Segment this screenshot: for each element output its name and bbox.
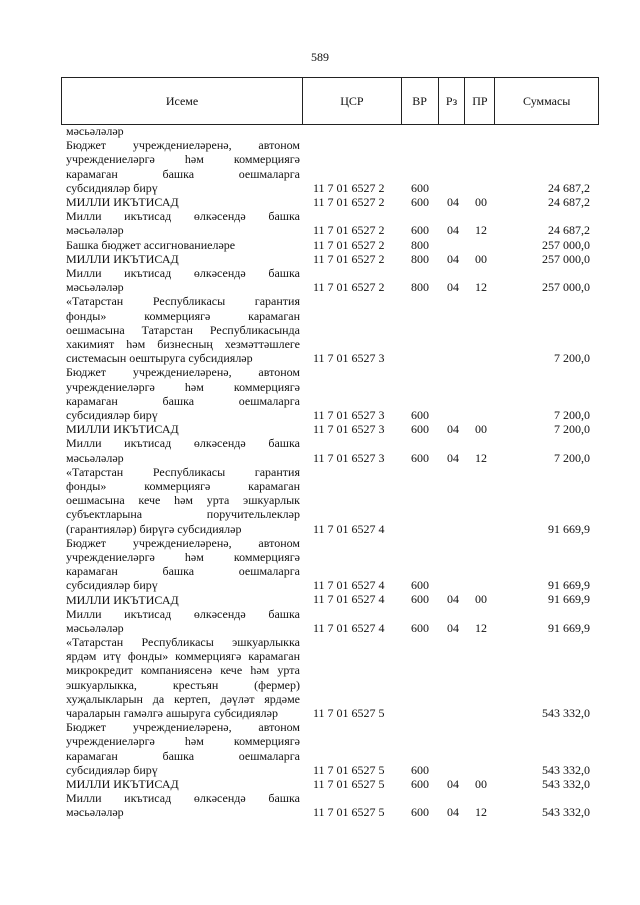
- row-name-line: учреждениеләргә һәм коммерциягә: [66, 379, 300, 394]
- row-csr: 11 7 01 6527 3: [313, 450, 385, 465]
- row-vr: 600: [411, 762, 429, 777]
- table-row: [0, 777, 640, 791]
- row-name: [66, 791, 300, 819]
- row-rz: 04: [447, 805, 459, 820]
- row-vr: 800: [411, 237, 429, 252]
- header-sum: Суммасы: [522, 93, 571, 108]
- row-name-line: мәсьәләләр: [66, 280, 124, 295]
- row-sum: 91 669,9: [548, 578, 590, 593]
- row-sum: 257 000,0: [542, 251, 590, 266]
- row-vr: 600: [411, 422, 429, 437]
- table-row: [0, 266, 640, 294]
- row-name-line: учреждениеләргә һәм коммерциягә: [66, 734, 300, 749]
- row-name: [66, 294, 300, 365]
- row-name-line: Башка бюджет ассигнованиеләре: [66, 237, 236, 252]
- row-name-line: оешмасына Татарстан Республикасында: [66, 322, 300, 337]
- row-csr: 11 7 01 6527 4: [313, 578, 385, 593]
- row-sum: 24 687,2: [548, 194, 590, 209]
- table-row: [0, 536, 640, 593]
- row-rz: 04: [447, 194, 459, 209]
- row-name: [66, 436, 300, 464]
- row-pr: 00: [475, 251, 487, 266]
- row-sum: 7 200,0: [554, 450, 590, 465]
- header-rz: Рз: [439, 78, 466, 124]
- row-name-line: Бюджет учреждениеләренә, автоном: [66, 535, 300, 550]
- row-pr: 12: [475, 450, 487, 465]
- budget-rows: [0, 124, 640, 820]
- header-name: Исеме: [62, 78, 303, 124]
- row-csr: 11 7 01 6527 2: [313, 223, 385, 238]
- row-name-line: Милли икътисад өлкәсендә башка: [66, 265, 300, 280]
- row-name-line: карамаган башка оешмаларга: [66, 393, 300, 408]
- row-sum: 257 000,0: [542, 280, 590, 295]
- row-name: [66, 593, 300, 607]
- row-name-line: карамаган башка оешмаларга: [66, 166, 300, 181]
- row-name: [66, 422, 300, 436]
- row-name-line: «Татарстан Республикасы гарантия: [66, 464, 300, 479]
- table-header: [61, 77, 599, 125]
- row-name: [66, 238, 300, 252]
- table-row: [0, 124, 640, 138]
- row-csr: 11 7 01 6527 4: [313, 521, 385, 536]
- row-name-line: мәсьәләләр: [66, 450, 124, 465]
- row-name: [66, 536, 300, 593]
- row-name: [66, 365, 300, 422]
- row-rz: 04: [447, 592, 459, 607]
- row-name-line: мәсьәләләр: [66, 124, 124, 138]
- row-name-line: мәсьәләләр: [66, 620, 124, 635]
- row-rz: 04: [447, 223, 459, 238]
- row-name-line: субсидияләр бирү: [66, 762, 158, 777]
- row-csr: 11 7 01 6527 4: [313, 592, 385, 607]
- row-rz: 04: [447, 422, 459, 437]
- row-vr: 600: [411, 223, 429, 238]
- row-name: [66, 138, 300, 195]
- row-sum: 543 332,0: [542, 706, 590, 721]
- row-name: [66, 635, 300, 720]
- row-name-line: эшкуарлыкка, крестьян (фермер): [66, 677, 300, 692]
- row-sum: 91 669,9: [548, 592, 590, 607]
- row-name: [66, 124, 300, 138]
- row-vr: 600: [411, 592, 429, 607]
- row-name-line: учреждениеләргә һәм коммерциягә: [66, 549, 300, 564]
- row-csr: 11 7 01 6527 2: [313, 280, 385, 295]
- row-sum: 91 669,9: [548, 521, 590, 536]
- header-pr: ПР: [465, 78, 495, 124]
- row-csr: 11 7 01 6527 4: [313, 620, 385, 635]
- row-sum: 7 200,0: [554, 407, 590, 422]
- row-name: [66, 252, 300, 266]
- row-name-line: оешмасына кече һәм урта эшкуарлык: [66, 493, 300, 508]
- row-name-line: хуҗалыкларын да кертеп, дәүләт ярдәме: [66, 691, 300, 706]
- row-name: [66, 607, 300, 635]
- row-vr: 600: [411, 620, 429, 635]
- row-name-line: МИЛЛИ ИКЪТИСАД: [66, 592, 179, 607]
- row-pr: 00: [475, 777, 487, 792]
- table-row: [0, 138, 640, 195]
- row-rz: 04: [447, 777, 459, 792]
- row-name-line: учреждениеләргә һәм коммерциягә: [66, 152, 300, 167]
- row-sum: 24 687,2: [548, 180, 590, 195]
- row-pr: 12: [475, 620, 487, 635]
- row-vr: 600: [411, 777, 429, 792]
- row-name-line: Бюджет учреждениеләренә, автоном: [66, 365, 300, 380]
- row-name-line: микрокредит компаниясенә кече һәм урта: [66, 663, 300, 678]
- row-csr: 11 7 01 6527 5: [313, 777, 385, 792]
- table-row: [0, 720, 640, 777]
- page-number: 589: [311, 50, 329, 64]
- table-row: [0, 607, 640, 635]
- row-name: [66, 195, 300, 209]
- row-name-line: чараларын гамәлгә ашыруга субсидияләр: [66, 706, 278, 721]
- row-csr: 11 7 01 6527 2: [313, 251, 385, 266]
- row-name-line: фонды» коммерциягә карамаган: [66, 478, 300, 493]
- row-pr: 12: [475, 223, 487, 238]
- row-name-line: Милли икътисад өлкәсендә башка: [66, 606, 300, 621]
- table-row: [0, 422, 640, 436]
- row-name-line: (гарантияләр) бирүгә субсидияләр: [66, 521, 242, 536]
- row-vr: 800: [411, 251, 429, 266]
- row-csr: 11 7 01 6527 5: [313, 762, 385, 777]
- row-pr: 00: [475, 194, 487, 209]
- row-csr: 11 7 01 6527 3: [313, 422, 385, 437]
- row-sum: 7 200,0: [554, 422, 590, 437]
- row-csr: 11 7 01 6527 2: [313, 194, 385, 209]
- table-row: [0, 791, 640, 819]
- row-sum: 257 000,0: [542, 237, 590, 252]
- row-sum: 24 687,2: [548, 223, 590, 238]
- row-name: [66, 465, 300, 536]
- row-vr: 800: [411, 280, 429, 295]
- row-name-line: карамаган башка оешмаларга: [66, 564, 300, 579]
- row-name-line: хакимият һәм бизнесның хезмәттәшлеге: [66, 336, 300, 351]
- row-name-line: МИЛЛИ ИКЪТИСАД: [66, 251, 179, 266]
- row-name-line: «Татарстан Республикасы эшкуарлыкка: [66, 635, 300, 650]
- row-rz: 04: [447, 251, 459, 266]
- table-row: [0, 294, 640, 365]
- row-vr: 600: [411, 450, 429, 465]
- row-rz: 04: [447, 450, 459, 465]
- row-csr: 11 7 01 6527 3: [313, 351, 385, 366]
- header-csr: ЦСР: [303, 78, 402, 124]
- row-name-line: субсидияләр бирү: [66, 180, 158, 195]
- row-rz: 04: [447, 620, 459, 635]
- table-row: [0, 593, 640, 607]
- row-csr: 11 7 01 6527 2: [313, 180, 385, 195]
- table-row: [0, 252, 640, 266]
- row-name-line: Бюджет учреждениеләренә, автоном: [66, 138, 300, 153]
- row-name-line: субсидияләр бирү: [66, 578, 158, 593]
- row-name-line: МИЛЛИ ИКЪТИСАД: [66, 777, 179, 792]
- row-csr: 11 7 01 6527 2: [313, 237, 385, 252]
- row-name-line: мәсьәләләр: [66, 805, 124, 820]
- row-name-line: мәсьәләләр: [66, 223, 124, 238]
- row-vr: 600: [411, 180, 429, 195]
- table-row: [0, 635, 640, 720]
- row-name-line: субъектларына поручительлекләр: [66, 507, 300, 522]
- row-csr: 11 7 01 6527 5: [313, 706, 385, 721]
- row-rz: 04: [447, 280, 459, 295]
- table-row: [0, 436, 640, 464]
- row-sum: 543 332,0: [542, 777, 590, 792]
- row-pr: 00: [475, 422, 487, 437]
- row-csr: 11 7 01 6527 3: [313, 407, 385, 422]
- table-row: [0, 209, 640, 237]
- row-name-line: Милли икътисад өлкәсендә башка: [66, 209, 300, 224]
- row-name-line: МИЛЛИ ИКЪТИСАД: [66, 194, 179, 209]
- row-name: [66, 720, 300, 777]
- row-sum: 543 332,0: [542, 762, 590, 777]
- row-name-line: карамаган башка оешмаларга: [66, 748, 300, 763]
- row-name-line: субсидияләр бирү: [66, 407, 158, 422]
- row-name-line: Бюджет учреждениеләренә, автоном: [66, 720, 300, 735]
- row-vr: 600: [411, 578, 429, 593]
- row-name-line: Милли икътисад өлкәсендә башка: [66, 791, 300, 806]
- row-vr: 600: [411, 194, 429, 209]
- row-vr: 600: [411, 805, 429, 820]
- row-name-line: «Татарстан Республикасы гарантия: [66, 294, 300, 309]
- row-sum: 91 669,9: [548, 620, 590, 635]
- row-name: [66, 777, 300, 791]
- row-vr: 600: [411, 407, 429, 422]
- row-name-line: системасын оештыруга субсидияләр: [66, 351, 253, 366]
- row-pr: 12: [475, 805, 487, 820]
- row-name-line: Милли икътисад өлкәсендә башка: [66, 436, 300, 451]
- header-vr: ВР: [402, 78, 439, 124]
- row-pr: 00: [475, 592, 487, 607]
- row-name: [66, 266, 300, 294]
- row-pr: 12: [475, 280, 487, 295]
- table-row: [0, 365, 640, 422]
- row-name: [66, 209, 300, 237]
- table-row: [0, 195, 640, 209]
- row-name-line: фонды» коммерциягә карамаган: [66, 308, 300, 323]
- row-sum: 543 332,0: [542, 805, 590, 820]
- table-row: [0, 465, 640, 536]
- row-name-line: ярдәм итү фонды» коммерциягә карамаган: [66, 649, 300, 664]
- table-row: [0, 238, 640, 252]
- row-csr: 11 7 01 6527 5: [313, 805, 385, 820]
- row-name-line: МИЛЛИ ИКЪТИСАД: [66, 422, 179, 437]
- row-sum: 7 200,0: [554, 351, 590, 366]
